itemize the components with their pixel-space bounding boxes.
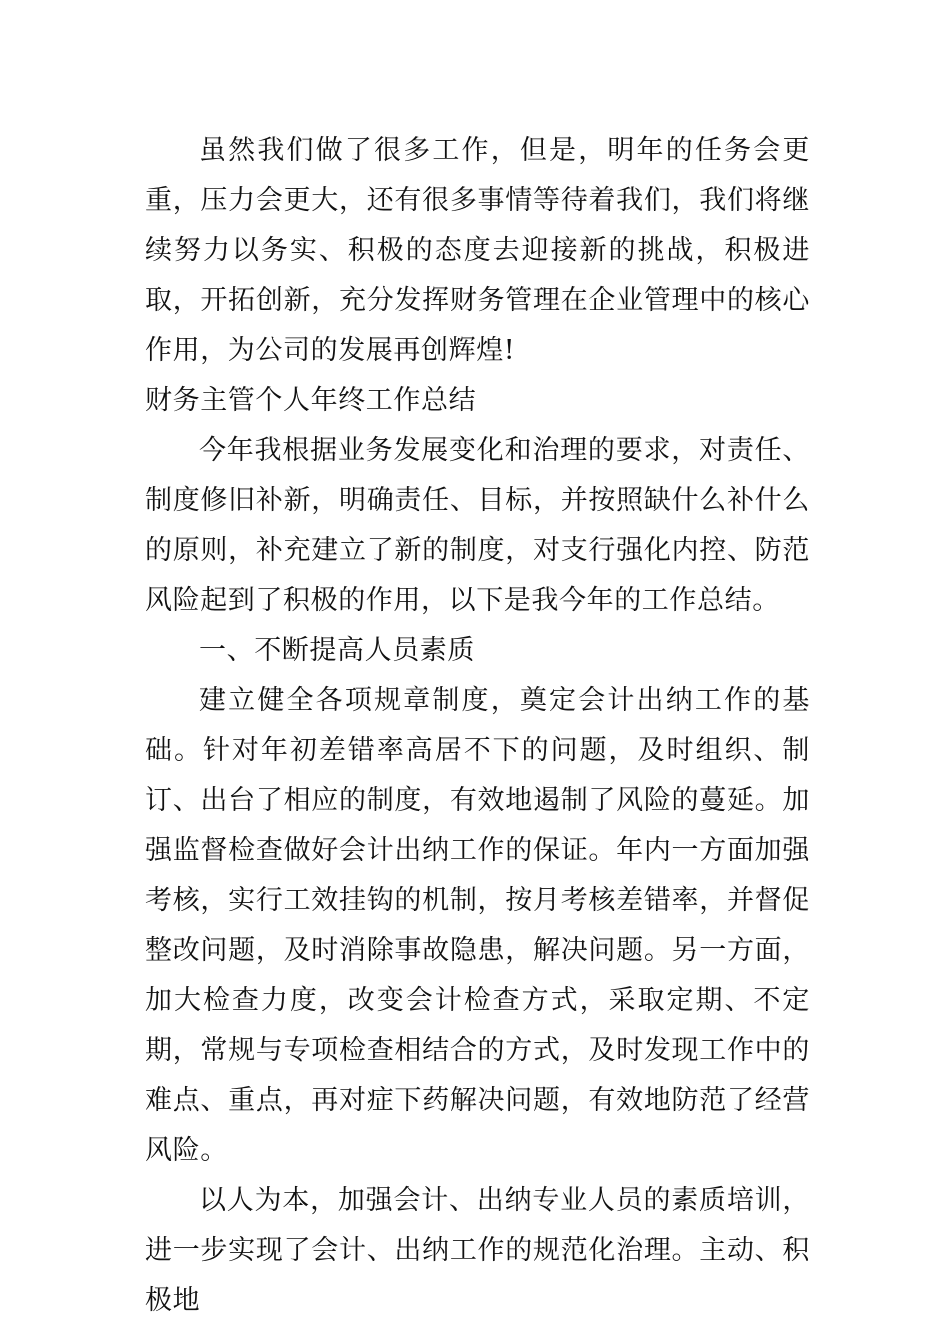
- section-title: 财务主管个人年终工作总结: [145, 385, 477, 416]
- paragraph-staff-training: 以人为本，加强会计、出纳专业人员的素质培训，进一步实现了会计、出纳工作的规范化治理。主动、积极地: [145, 1185, 810, 1316]
- document-body: [145, 126, 810, 1326]
- subheading-improve-staff-quality: 一、不断提高人员素质: [199, 635, 475, 666]
- paragraph-closing-remarks: 虽然我们做了很多工作，但是，明年的任务会更重，压力会更大，还有很多事情等待着我们，我们将继续努力以务实、积极的态度去迎接新的挑战，积极进取，开拓创新，充分发挥财务管理在企业管理中的核心作用，为公司的发展再创辉煌!: [145, 135, 810, 366]
- paragraph-rules-and-supervision: 建立健全各项规章制度，奠定会计出纳工作的基础。针对年初差错率高居不下的问题，及时组织、制订、出台了相应的制度，有效地遏制了风险的蔓延。加强监督检查做好会计出纳工作的保证。年内一方面加强考核，实行工效挂钩的机制，按月考核差错率，并督促整改问题，及时消除事故隐患，解决问题。另一方面，加大检查力度，改变会计检查方式，采取定期、不定期，常规与专项检查相结合的方式，及时发现工作中的难点、重点，再对症下药解决问题，有效地防范了经营风险。: [145, 685, 810, 1166]
- paragraph-intro: 今年我根据业务发展变化和治理的要求，对责任、制度修旧补新，明确责任、目标，并按照缺什么补什么的原则，补充建立了新的制度，对支行强化内控、防范风险起到了积极的作用，以下是我今年的工作总结。: [145, 435, 810, 616]
